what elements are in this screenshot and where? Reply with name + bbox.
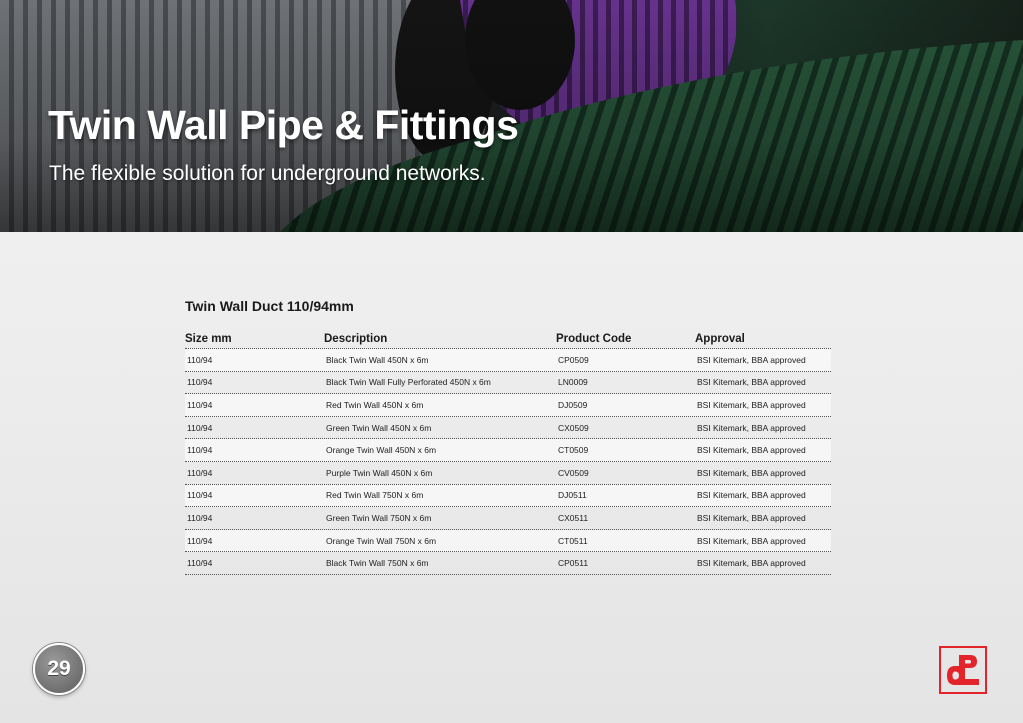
table-row: [185, 372, 831, 395]
cell-product-code: CT0509: [558, 445, 589, 456]
cell-size: 110/94: [187, 445, 213, 456]
column-header-size: Size mm: [185, 333, 232, 345]
cell-size: 110/94: [187, 512, 213, 523]
page-title: Twin Wall Pipe & Fittings: [48, 102, 519, 148]
cell-size: 110/94: [187, 354, 213, 365]
cell-product-code: CX0509: [558, 422, 589, 433]
cell-size: 110/94: [187, 490, 213, 501]
cell-approval: BSI Kitemark, BBA approved: [697, 512, 806, 523]
page-number-badge: [33, 643, 85, 695]
cell-description: Green Twin Wall 450N x 6m: [326, 422, 432, 433]
column-header-approval: Approval: [695, 333, 745, 345]
table-row: [185, 349, 831, 372]
column-header-description: Description: [324, 333, 388, 345]
cell-size: 110/94: [187, 399, 213, 410]
cell-approval: BSI Kitemark, BBA approved: [697, 467, 806, 478]
cell-description: Orange Twin Wall 450N x 6m: [326, 445, 437, 456]
cell-product-code: CX0511: [558, 512, 589, 523]
cell-description: Red Twin Wall 750N x 6m: [326, 490, 424, 501]
cell-description: Black Twin Wall 750N x 6m: [326, 558, 429, 569]
page-subtitle: The flexible solution for underground networks.: [49, 162, 486, 185]
cell-product-code: CP0511: [558, 558, 589, 569]
cell-product-code: DJ0509: [558, 399, 588, 410]
cell-description: Orange Twin Wall 750N x 6m: [326, 535, 437, 546]
cell-product-code: CV0509: [558, 467, 589, 478]
cell-size: 110/94: [187, 467, 213, 478]
cell-approval: BSI Kitemark, BBA approved: [697, 445, 806, 456]
cell-size: 110/94: [187, 535, 213, 546]
cell-approval: BSI Kitemark, BBA approved: [697, 399, 806, 410]
cell-product-code: LN0009: [558, 377, 588, 388]
table-header: [185, 330, 831, 349]
table-row: [185, 439, 831, 462]
table-row: [185, 485, 831, 508]
table-row: [185, 552, 831, 575]
cell-description: Purple Twin Wall 450N x 6m: [326, 467, 433, 478]
cell-product-code: CT0511: [558, 535, 588, 546]
cell-approval: BSI Kitemark, BBA approved: [697, 422, 806, 433]
table-row: [185, 462, 831, 485]
cell-product-code: DJ0511: [558, 490, 587, 501]
cell-approval: BSI Kitemark, BBA approved: [697, 558, 806, 569]
table-row: [185, 507, 831, 530]
table-row: [185, 394, 831, 417]
cell-approval: BSI Kitemark, BBA approved: [697, 377, 806, 388]
cell-approval: BSI Kitemark, BBA approved: [697, 490, 806, 501]
cell-approval: BSI Kitemark, BBA approved: [697, 354, 806, 365]
company-logo-icon: [939, 646, 987, 694]
cell-size: 110/94: [187, 422, 213, 433]
cell-description: Black Twin Wall 450N x 6m: [326, 354, 429, 365]
section-title: Twin Wall Duct 110/94mm: [185, 298, 354, 314]
cell-size: 110/94: [187, 558, 213, 569]
table-row: [185, 530, 831, 553]
cell-product-code: CP0509: [558, 354, 589, 365]
cell-description: Black Twin Wall Fully Perforated 450N x 6m: [326, 377, 491, 388]
page-number: 29: [47, 657, 71, 680]
cell-description: Red Twin Wall 450N x 6m: [326, 399, 424, 410]
table-row: [185, 417, 831, 440]
cell-size: 110/94: [187, 377, 213, 388]
column-header-product-code: Product Code: [556, 333, 632, 345]
hero-banner: [0, 0, 1023, 232]
cell-approval: BSI Kitemark, BBA approved: [697, 535, 806, 546]
cell-description: Green Twin Wall 750N x 6m: [326, 512, 432, 523]
product-table: [185, 330, 831, 575]
